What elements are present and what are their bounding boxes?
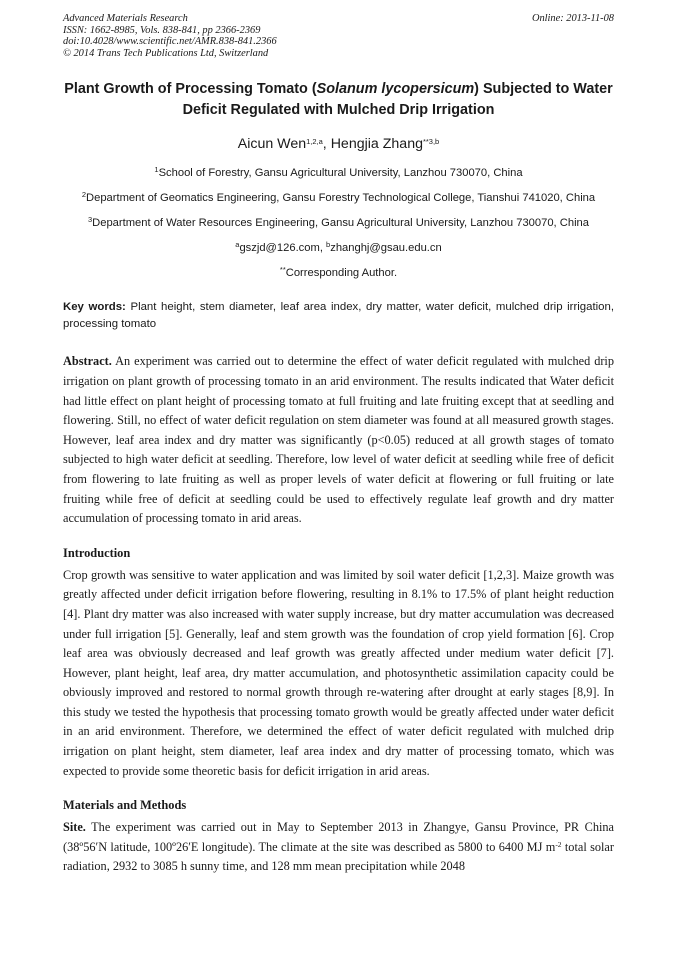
corresponding-text: Corresponding Author. bbox=[285, 267, 398, 280]
methods-heading: Materials and Methods bbox=[63, 798, 187, 813]
email-a-sup: a bbox=[235, 240, 240, 250]
author-2-sup: **3,b bbox=[422, 137, 440, 147]
email-b: zhanghj@gsau.edu.cn bbox=[330, 242, 442, 255]
email-line bbox=[63, 242, 614, 255]
email-a: gszjd@126.com, bbox=[239, 242, 327, 255]
author-1-sup: 1,2,a bbox=[306, 137, 323, 147]
abstract-block bbox=[63, 352, 614, 528]
site-text-1: The experiment was carried out in May to September 2013 in Zhangye, Gansu Province, PR China (38º56′N latitude, 100º26′E longitude). The climate at the site was described as 5800 to 6400 MJ m bbox=[63, 820, 614, 854]
copyright-line: © 2014 Trans Tech Publications Ltd, Switzerland bbox=[63, 47, 269, 59]
abstract-text: An experiment was carried out to determine the effect of water deficit regulated with mulched drip irrigation on plant growth of processing tomato in an arid environment. The results indicated that Water deficit had little effect on plant height of processing tomato at full fruiting and late fruiting except that at seedling and flowering. Still, no effect of water deficit regulation on stem diameter was found at all measured growth stages. However, leaf area index and dry matter was significantly (p<0.05) reduced at all growth stages of tomato subjected to high water deficit at seedling. Therefore, low level of water deficit at seedling while free of deficit from flowering to late fruiting as well as proper levels of water deficit at flowering or full fruiting or late fruiting while free of deficit at seedling could be used to effectively regulate leaf growth and dry matter accumulation of processing tomato in arid areas. bbox=[63, 354, 614, 526]
journal-name: Advanced Materials Research bbox=[63, 13, 188, 24]
introduction-paragraph: Crop growth was sensitive to water application and was limited by soil water deficit [1,2,3]. Maize growth was greatly affected under deficit irrigation before flowering, resulting in 8.1% to 17.5% of plant height reduction [4]. Plant dry matter was also increased with water supply increase, but dry matter accumulation was decreased under full irrigation [5]. Generally, leaf and stem growth was the foundation of crop yield formation [6]. Crop leaf area was obviously decreased and leaf growth was greatly affected under medium water deficit [7]. However, plant height, leaf area, dry matter accumulation, and photosynthetic assimilation capacity could be obviously improved and restored to normal growth through re-watering after drought at early stages [8,9]. In this study we tested the hypothesis that processing tomato growth would be greatly affected under water deficit in an arid environment. Therefore, we determined the effect of water deficit regulated with mulched drip irrigation on plant height, stem diameter, leaf area index and dry matter of processing tomato, which was expected to provide some theoretic basis for deficit irrigation in arid areas. bbox=[63, 567, 614, 778]
affiliation-3 bbox=[63, 217, 614, 230]
author-1: Aicun Wen bbox=[237, 136, 307, 153]
author-2: Hengjia Zhang bbox=[330, 136, 423, 153]
site-paragraph bbox=[63, 818, 614, 877]
keywords-label: Key words: bbox=[63, 301, 126, 314]
introduction-heading: Introduction bbox=[63, 545, 131, 560]
keywords-text: Plant height, stem diameter, leaf area index, dry matter, water deficit, mulched drip irrigation, processing tomato bbox=[63, 301, 615, 331]
site-text-2: total solar radiation, 2932 to 3085 h sunny time, and 128 mm mean precipitation while 2048 bbox=[63, 839, 614, 874]
email-b-sup: b bbox=[326, 240, 331, 250]
doi-line: doi:10.4028/www.scientific.net/AMR.838-841.2366 bbox=[63, 36, 277, 48]
issn-line: ISSN: 1662-8985, Vols. 838-841, pp 2366-2369 bbox=[63, 24, 261, 36]
title-part-1: Plant Growth of Processing Tomato ( bbox=[64, 81, 317, 98]
author-line bbox=[63, 134, 614, 154]
journal-header bbox=[63, 0, 614, 59]
author-separator: , bbox=[322, 136, 331, 153]
online-date: Online: 2013-11-08 bbox=[531, 13, 614, 24]
site-label: Site. bbox=[63, 820, 86, 835]
affiliation-3-text: Department of Water Resources Engineering, Gansu Agricultural University, Lanzhou 730070, China bbox=[92, 217, 590, 230]
affiliation-1-sup: 1 bbox=[154, 165, 159, 175]
title-part-2: ) Subjected to Water Deficit Regulated with Mulched Drip Irrigation bbox=[182, 81, 613, 119]
affiliation-1 bbox=[63, 167, 614, 180]
affiliation-2-sup: 2 bbox=[81, 190, 87, 200]
site-sup: -2 bbox=[555, 839, 562, 849]
keywords-block bbox=[63, 299, 614, 333]
title-species: Solanum lycopersicum bbox=[316, 81, 475, 98]
paper-title bbox=[63, 79, 614, 121]
affiliation-2-text: Department of Geomatics Engineering, Gansu Forestry Technological College, Tianshui 741020, China bbox=[86, 192, 596, 205]
corresponding-author-note bbox=[63, 267, 614, 280]
affiliation-2 bbox=[63, 192, 614, 205]
affiliation-3-sup: 3 bbox=[87, 215, 93, 225]
affiliation-1-text: School of Forestry, Gansu Agricultural University, Lanzhou 730070, China bbox=[158, 167, 523, 180]
abstract-label: Abstract. bbox=[63, 354, 112, 369]
corresponding-sup: ** bbox=[279, 265, 286, 275]
